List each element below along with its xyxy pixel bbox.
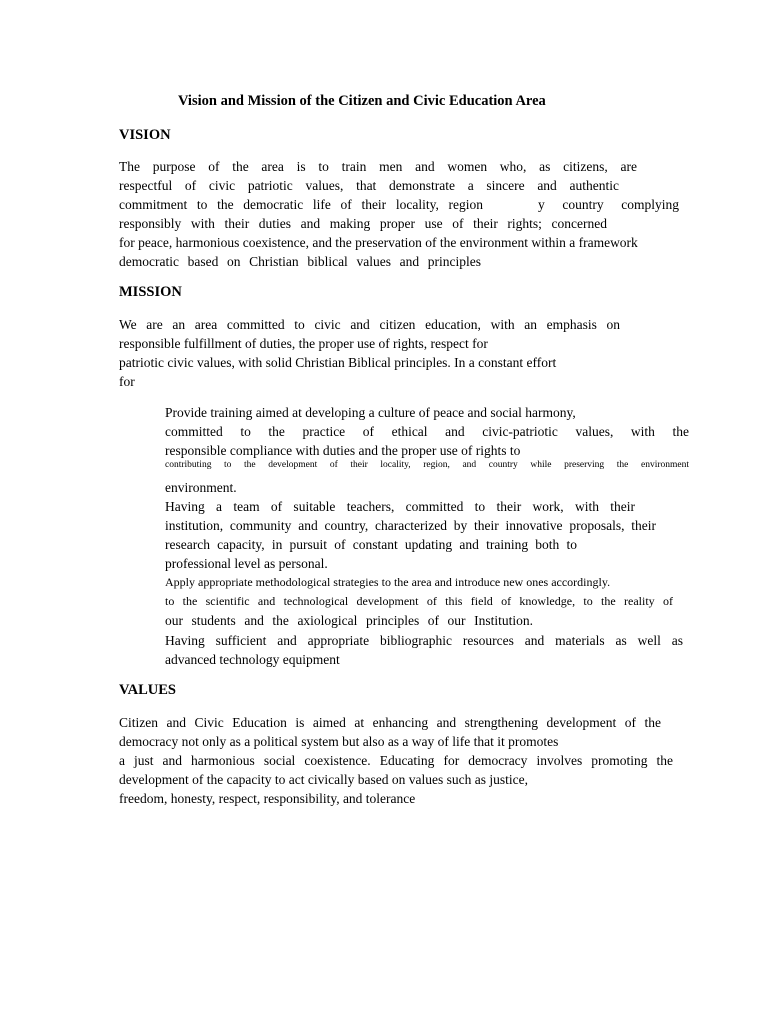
bullet-item-line: Having a team of suitable teachers, committed to their work, with their xyxy=(165,499,635,514)
mission-line: patriotic civic values, with solid Christian Biblical principles. In a constant effort xyxy=(119,355,557,370)
bullet-item-line: institution, community and country, characterized by their innovative proposals, their xyxy=(165,518,656,533)
values-heading: VALUES xyxy=(119,682,176,698)
values-line: freedom, honesty, respect, responsibility, and tolerance xyxy=(119,791,416,806)
bullet-item-line: Apply appropriate methodological strategies to the area and introduce new ones accordingly. xyxy=(165,575,611,589)
vision-line: responsibly with their duties and making proper use of their rights; concerned xyxy=(119,216,607,231)
vision-line: commitment to the democratic life of their locality, region xyxy=(119,197,483,212)
values-line: democracy not only as a political system but also as a way of life that it promotes xyxy=(119,734,559,749)
bullet-item-line: environment. xyxy=(165,480,237,495)
bullet-item-line: responsible compliance with duties and the proper use of rights to xyxy=(165,443,521,458)
bullet-item-line: to the scientific and technological development of this field of knowledge, to the reality of xyxy=(165,594,673,608)
bullet-item-line: professional level as personal. xyxy=(165,556,328,571)
vision-line: democratic based on Christian biblical values and principles xyxy=(119,254,481,269)
document-title: Vision and Mission of the Citizen and Civic Education Area xyxy=(178,93,546,109)
vision-line: for peace, harmonious coexistence, and the preservation of the environment within a framework xyxy=(119,235,638,250)
bullet-item-line: contributing to the development of their locality, region, and country while preserving the environment xyxy=(165,460,689,470)
mission-line: for xyxy=(119,374,135,389)
mission-line: We are an area committed to civic and citizen education, with an emphasis on xyxy=(119,317,620,332)
values-line: a just and harmonious social coexistence. Educating for democracy involves promoting the xyxy=(119,753,673,768)
bullet-item-line: Having sufficient and appropriate bibliographic resources and materials as well as xyxy=(165,633,683,648)
vision-heading: VISION xyxy=(119,127,171,143)
bullet-item-line: Provide training aimed at developing a culture of peace and social harmony, xyxy=(165,405,576,420)
vision-line: The purpose of the area is to train men and women who, as citizens, are xyxy=(119,159,637,174)
values-line: Citizen and Civic Education is aimed at enhancing and strengthening development of the xyxy=(119,715,661,730)
values-line: development of the capacity to act civically based on values such as justice, xyxy=(119,772,528,787)
mission-heading: MISSION xyxy=(119,284,182,300)
bullet-item-line: our students and the axiological principles of our Institution. xyxy=(165,613,533,628)
bullet-item-line: research capacity, in pursuit of constant updating and training both to xyxy=(165,537,577,552)
bullet-item-line: advanced technology equipment xyxy=(165,652,340,667)
bullet-item-line: committed to the practice of ethical and civic-patriotic values, with the xyxy=(165,424,689,439)
vision-line: respectful of civic patriotic values, that demonstrate a sincere and authentic xyxy=(119,178,619,193)
vision-line: y country complying xyxy=(538,197,679,212)
mission-line: responsible fulfillment of duties, the proper use of rights, respect for xyxy=(119,336,488,351)
